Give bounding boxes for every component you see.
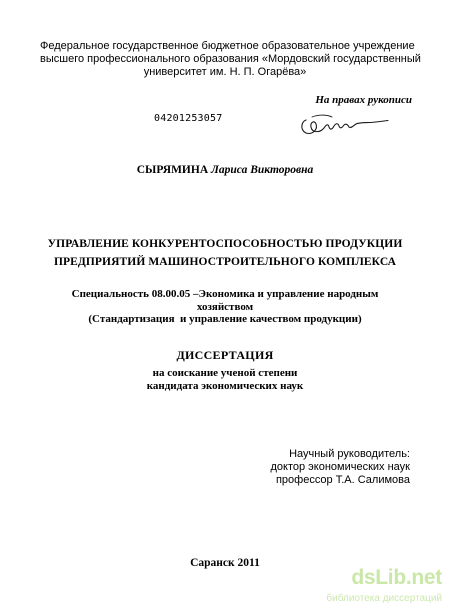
author-name <box>0 164 450 176</box>
institution-line-2: высшего профессионального образования «Мордовский государственный <box>40 53 421 65</box>
title-line-1: УПРАВЛЕНИЕ КОНКУРЕНТОСПОСОБНОСТЬЮ ПРОДУКЦИИ <box>47 238 403 250</box>
title-line-2: ПРЕДПРИЯТИЙ МАШИНОСТРОИТЕЛЬНОГО КОМПЛЕКСА <box>53 256 397 268</box>
institution-block <box>40 40 421 79</box>
degree-line-2: кандидата экономических наук <box>146 380 304 392</box>
author-first-name: Лариса Викторовна <box>211 164 314 176</box>
specialty-line-3: (Стандартизация и управление качеством продукции) <box>88 313 362 325</box>
institution-line-3: университет им. Н. П. Огарёва» <box>143 66 307 78</box>
specialty-block <box>20 288 430 326</box>
specialty-line-1: Специальность 08.00.05 –Экономика и управление народным <box>71 288 379 300</box>
city-year: Саранск 2011 <box>190 557 260 569</box>
author-surname: СЫРЯМИНА <box>136 164 209 176</box>
degree-block <box>0 367 450 393</box>
specialty-line-2: хозяйством <box>196 300 254 313</box>
supervisor-line-2: доктор экономических наук <box>270 461 410 473</box>
dissertation-title <box>20 235 430 271</box>
watermark-brand: dsLib.net <box>351 566 442 589</box>
supervisor-line-1: Научный руководитель: <box>289 448 410 460</box>
degree-line-1: на соискание ученой степени <box>152 367 298 379</box>
handwritten-signature-icon <box>298 108 390 140</box>
supervisor-line-3: профессор Т.А. Салимова <box>275 474 410 486</box>
supervisor-block <box>260 448 410 487</box>
document-type: ДИССЕРТАЦИЯ <box>176 348 274 362</box>
rights-note: На правах рукописи <box>315 94 412 106</box>
watermark-tagline: библиотека диссертаций <box>326 593 442 604</box>
institution-line-1: Федеральное государственное бюджетное образовательное учреждение <box>40 40 415 52</box>
watermark <box>318 566 446 610</box>
document-code: 04201253057 <box>154 113 223 124</box>
